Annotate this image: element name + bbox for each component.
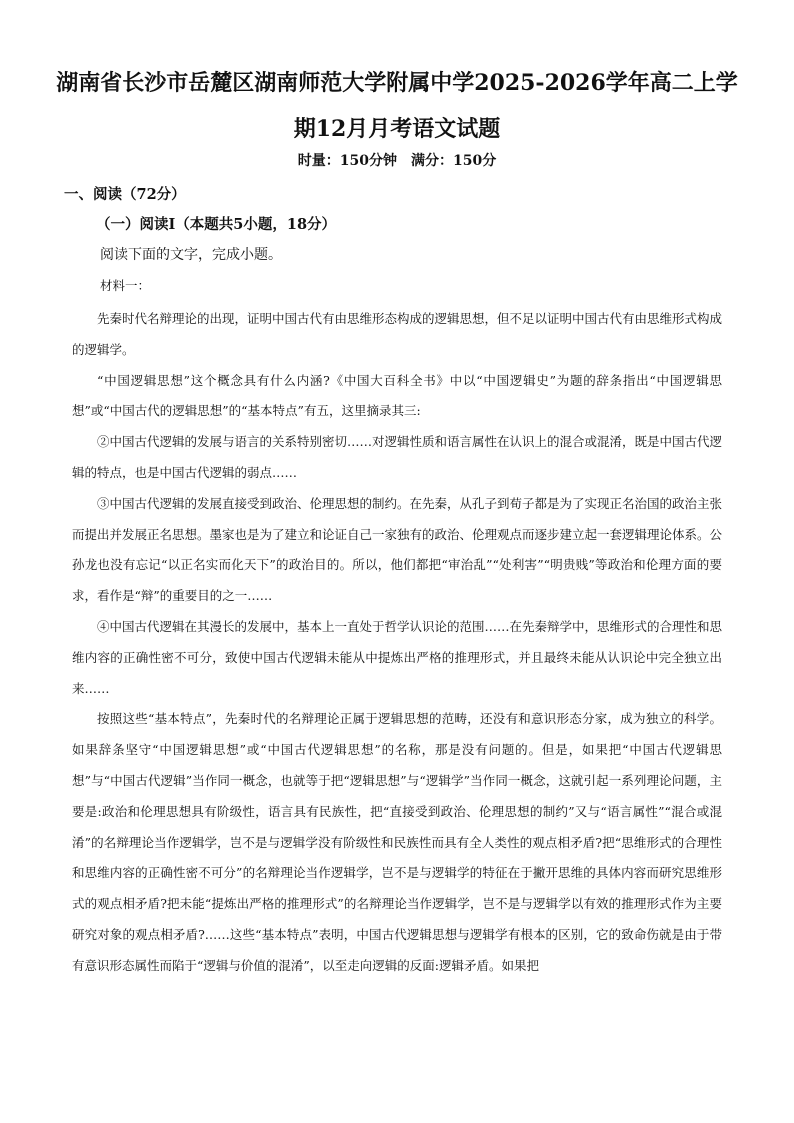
paragraph: ②中国古代逻辑的发展与语言的关系特别密切……对逻辑性质和语言属性在认识上的混合或混淆，既是中国古代逻辑的特点，也是中国古代逻辑的弱点…… xyxy=(72,434,723,480)
passage-body xyxy=(72,304,722,982)
paragraph: ④中国古代逻辑在其漫长的发展中，基本上一直处于哲学认识论的范围……在先秦辩学中，思维形式的合理性和思维内容的正确性密不可分，致使中国古代逻辑未能从中提炼出严格的推理形式，并且最终未能从认识论中完全独立出来…… xyxy=(72,618,723,696)
material-label: 材料一： xyxy=(100,278,151,293)
subsection-heading-reading-1: （一）阅读Ⅰ（本题共5小题，18分） xyxy=(96,216,337,233)
section-heading-reading: 一、阅读（72分） xyxy=(64,186,186,203)
document-title-line1: 湖南省长沙市岳麓区湖南师范大学附属中学2025-2026学年高二上学 xyxy=(56,70,738,96)
paragraph: 按照这些“基本特点”，先秦时代的名辩理论正属于逻辑思想的范畴，还没有和意识形态分家，成为独立的科学。如果辞条坚守“中国逻辑思想”或“中国古代逻辑思想”的名称，那是没有问题的。但是，如果把“中国古代逻辑思想”与“中国古代逻辑”当作同一概念，也就等于把“逻辑思想”与“逻辑学”当作同一概念，这就引起一系列理论问题，主要是:政治和伦理思想具有阶级性，语言具有民族性，把“直接受到政治、伦理思想的制约”又与“语言属性”“混合或混淆”的名辩理论当作逻辑学，岂不是与逻辑学没有阶级性和民族性而具有全人类性的观点相矛盾?把“思维形式的合理性和思维内容的正确性密不可分”的名辩理论当作逻辑学，岂不是与逻辑学的特征在于撇开思维的具体内容而研究思维形式的观点相矛盾?把未能“提炼出严格的推理形式”的名辩理论当作逻辑学，岂不是与逻辑学以有效的推理形式作为主要研究对象的观点相矛盾?……这些“基本特点”表明，中国古代逻辑思想与逻辑学有根本的区别，它的致命伤就是由于带有意识形态属性而陷于“逻辑与价值的混淆”，以至走向逻辑的反面:逻辑矛盾。如果把 xyxy=(72,711,722,973)
paragraph: ③中国古代逻辑的发展直接受到政治、伦理思想的制约。在先秦，从孔子到荀子都是为了实现正名治国的政治主张而提出并发展正名思想。墨家也是为了建立和论证自己一家独有的政治、伦理观点而逐步建立起一套逻辑理论体系。公孙龙也没有忘记“以正名实而化天下”的政治目的。所以，他们都把“审治乱”“处利害”“明贵贱”等政治和伦理方面的要求，看作是“辩”的重要目的之一…… xyxy=(72,495,723,604)
paragraph: 先秦时代名辩理论的出现，证明中国古代有由思维形态构成的逻辑思想，但不足以证明中国古代有由思维形式构成的逻辑学。 xyxy=(72,311,723,357)
paragraph: “中国逻辑思想”这个概念具有什么内涵?《中国大百科全书》中以“中国逻辑史”为题的辞条指出“中国逻辑思想”或“中国古代的逻辑思想”的“基本特点”有五，这里摘录其三: xyxy=(72,372,722,419)
exam-meta: 时量：150分钟 满分：150分 xyxy=(297,153,497,169)
document-title-line2: 期12月月考语文试题 xyxy=(293,116,501,142)
instruction-text: 阅读下面的文字，完成小题。 xyxy=(100,247,282,263)
